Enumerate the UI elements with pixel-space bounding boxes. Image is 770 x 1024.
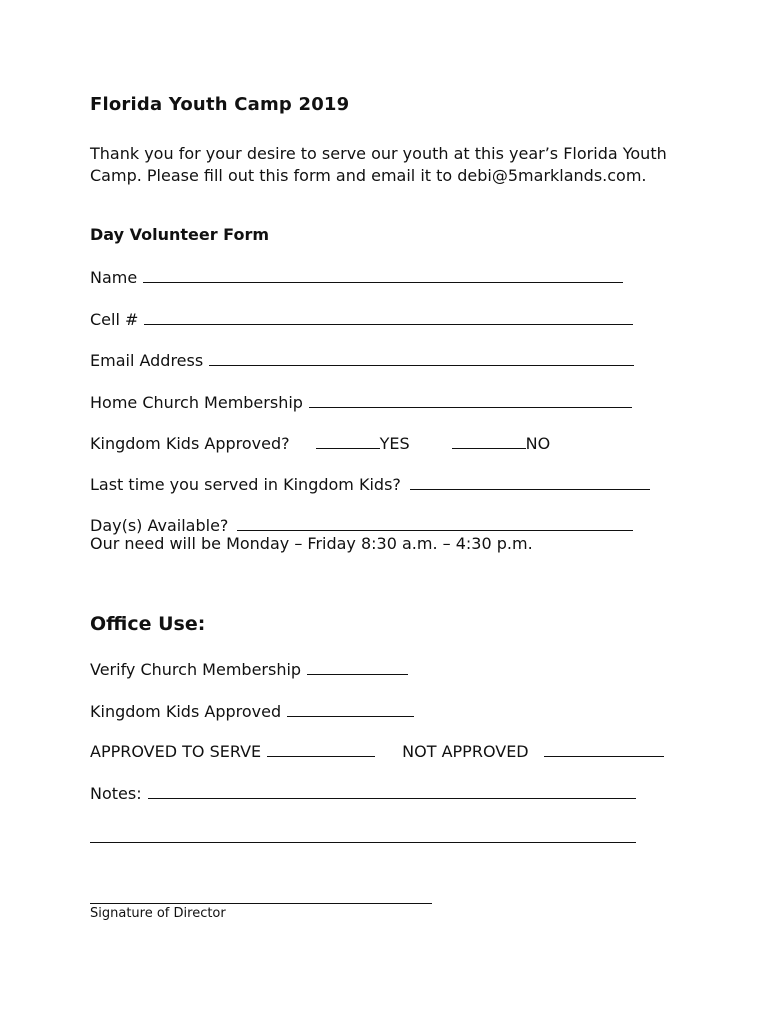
notes-row	[90, 781, 636, 805]
kingdom-kids-approved-label: Kingdom Kids Approved	[90, 702, 282, 721]
notes-label: Notes:	[90, 784, 142, 803]
email-label: Email Address	[90, 351, 204, 370]
cell-label: Cell #	[90, 310, 139, 329]
kingdom-kids-approved-row	[90, 699, 414, 723]
verify-church-label: Verify Church Membership	[90, 660, 302, 679]
home-church-label: Home Church Membership	[90, 393, 303, 412]
no-label: NO	[525, 434, 551, 453]
last-served-label: Last time you served in Kingdom Kids?	[90, 475, 401, 494]
last-served-row	[90, 472, 650, 496]
need-note: Our need will be Monday – Friday 8:30 a.m. – 4:30 p.m.	[90, 534, 533, 553]
email-row	[90, 348, 634, 372]
home-church-field[interactable]	[309, 390, 632, 408]
verify-church-row	[90, 657, 408, 681]
yes-field[interactable]	[316, 431, 380, 449]
form-title: Florida Youth Camp 2019	[90, 94, 350, 115]
signature-label: Signature of Director	[90, 906, 226, 921]
last-served-field[interactable]	[410, 472, 650, 490]
name-row	[90, 265, 623, 289]
no-field[interactable]	[452, 431, 526, 449]
approved-to-serve-label: APPROVED TO SERVE	[90, 742, 262, 761]
intro-paragraph	[90, 143, 690, 187]
not-approved-field[interactable]	[544, 739, 664, 757]
intro-line-1: Thank you for your desire to serve our youth at this year’s Florida Youth	[90, 144, 667, 163]
email-field[interactable]	[209, 348, 634, 366]
kingdom-kids-label: Kingdom Kids Approved?	[90, 434, 290, 453]
days-available-label: Day(s) Available?	[90, 516, 229, 535]
name-label: Name	[90, 268, 138, 287]
approved-to-serve-field[interactable]	[267, 739, 375, 757]
home-church-row	[90, 390, 632, 414]
name-field[interactable]	[143, 265, 623, 283]
cell-field[interactable]	[144, 307, 633, 325]
notes-field-line-2[interactable]	[90, 842, 636, 843]
signature-line[interactable]	[90, 903, 432, 904]
kingdom-kids-approved-field[interactable]	[287, 699, 414, 717]
verify-church-field[interactable]	[307, 657, 408, 675]
office-use-title: Office Use:	[90, 613, 206, 635]
days-available-field[interactable]	[237, 513, 633, 531]
yes-label: YES	[379, 434, 410, 453]
approval-row	[90, 739, 664, 763]
not-approved-label: NOT APPROVED	[402, 742, 529, 761]
intro-line-2: Camp. Please fill out this form and email it to debi@5marklands.com.	[90, 166, 647, 185]
notes-field[interactable]	[148, 781, 636, 799]
section-title-day-volunteer: Day Volunteer Form	[90, 225, 269, 244]
cell-row	[90, 307, 633, 331]
kingdom-kids-row	[90, 431, 550, 455]
